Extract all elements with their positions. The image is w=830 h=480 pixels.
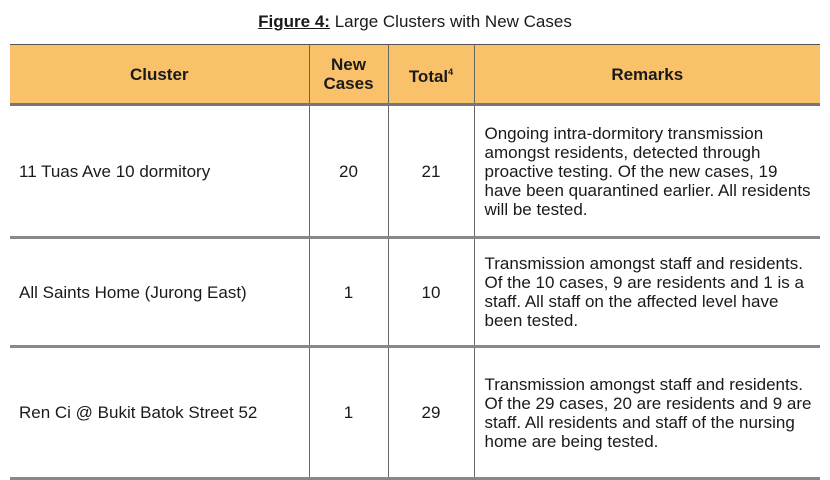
- clusters-table: [10, 44, 820, 480]
- cluster-name: 11 Tuas Ave 10 dormitory: [10, 105, 309, 238]
- remarks-text: Transmission amongst staff and residents. Of the 29 cases, 20 are residents and 9 are staff. All residents and staff of the nursing home are being tested.: [474, 347, 820, 479]
- header-new-cases-line1: New: [331, 55, 366, 74]
- cluster-name: All Saints Home (Jurong East): [10, 238, 309, 347]
- table-row: [10, 238, 820, 347]
- footnote-marker: 4: [448, 66, 454, 77]
- remarks-text: Transmission amongst staff and residents. Of the 10 cases, 9 are residents and 1 is a staff. All staff on the affected level have been tested.: [474, 238, 820, 347]
- new-cases-value: 1: [309, 238, 388, 347]
- header-total: [388, 45, 474, 105]
- total-value: 29: [388, 347, 474, 479]
- remarks-text: Ongoing intra-dormitory transmission amongst residents, detected through proactive testing. Of the new cases, 19 have been quarantined earlier. All residents will be tested.: [474, 105, 820, 238]
- header-remarks: Remarks: [474, 45, 820, 105]
- table-header-row: [10, 45, 820, 105]
- total-value: 21: [388, 105, 474, 238]
- header-new-cases-line2: Cases: [323, 74, 374, 93]
- figure-title: Large Clusters with New Cases: [334, 12, 572, 31]
- total-value: 10: [388, 238, 474, 347]
- new-cases-value: 20: [309, 105, 388, 238]
- figure-caption: [0, 11, 830, 33]
- header-total-label: Total: [408, 66, 449, 86]
- table-row: [10, 105, 820, 238]
- table-row: [10, 347, 820, 479]
- new-cases-value: 1: [309, 347, 388, 479]
- figure-label: Figure 4:: [258, 12, 330, 31]
- cluster-name: Ren Ci @ Bukit Batok Street 52: [10, 347, 309, 479]
- header-cluster: Cluster: [10, 45, 309, 105]
- header-new-cases: [309, 45, 388, 105]
